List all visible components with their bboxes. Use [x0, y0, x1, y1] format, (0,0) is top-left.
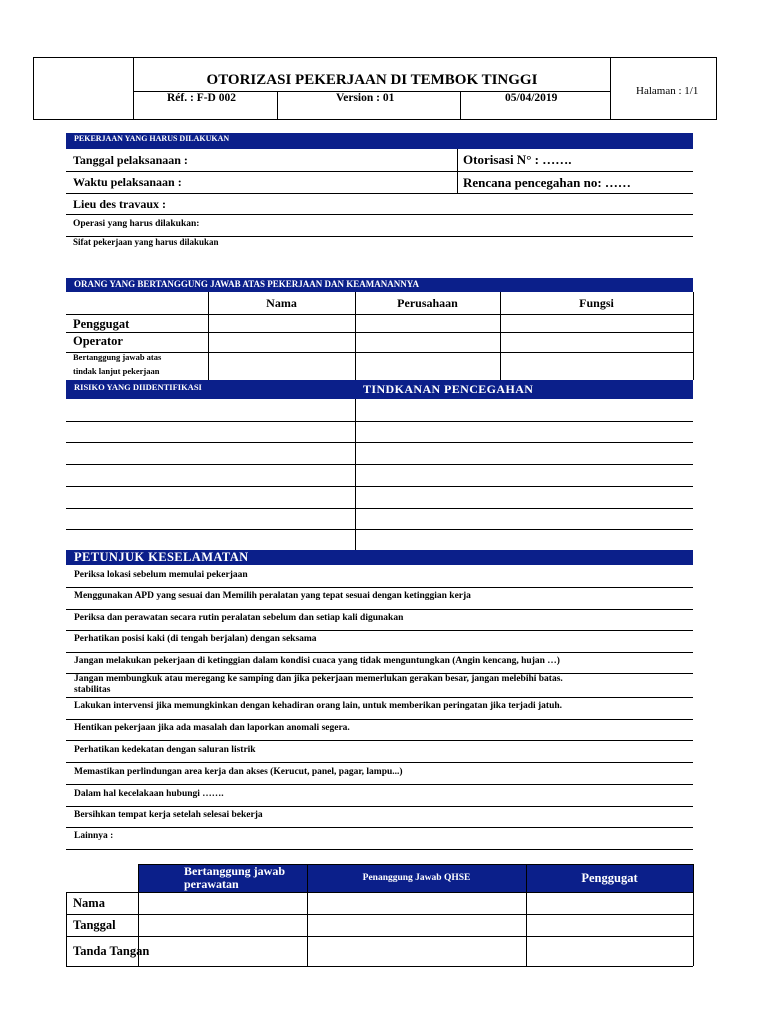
safety-section-title: PETUNJUK KESELAMATAN [66, 550, 693, 565]
work-nature-label: Sifat pekerjaan yang harus dilakukan [73, 237, 219, 247]
safety-instruction-item: Dalam hal kecelakaan hubungi ……. [74, 789, 224, 799]
row-label-plaintiff: Penggugat [73, 317, 130, 331]
safety-instruction-item: Periksa dan perawatan secara rutin peralatan sebelum dan setiap kali digunakan [74, 613, 404, 623]
responsible-section-title: ORANG YANG BERTANGGUNG JAWAB ATAS PEKERJAAN DAN KEAMANANNYA [66, 278, 693, 292]
safety-instruction-item: Lainnya : [74, 831, 114, 841]
version-number: Version : 01 [336, 92, 395, 104]
safety-instruction-item: Lakukan intervensi jika memungkinkan dengan kehadiran orang lain, untuk memberikan peringatan jika terjadi jatuh. [74, 701, 563, 711]
safety-instruction-item: Memastikan perlindungan area kerja dan akses (Kerucut, panel, pagar, lampu...) [74, 767, 403, 777]
operation-label: Operasi yang harus dilakukan: [73, 219, 200, 229]
row-label-followup-line1: Bertanggung jawab atas [73, 352, 162, 362]
row-label-operator: Operator [73, 334, 123, 348]
safety-instruction-item: Hentikan pekerjaan jika ada masalah dan laporkan anomali segera. [74, 723, 350, 733]
document-title: OTORIZASI PEKERJAAN DI TEMBOK TINGGI [206, 72, 538, 88]
work-section-title: PEKERJAAN YANG HARUS DILAKUKAN [66, 133, 693, 149]
safety-instruction-item: Jangan membungkuk atau meregang ke samping dan jika pekerjaan memerlukan gerakan besar, jangan melebihi batas. [74, 674, 563, 684]
signature-name-plaintiff-field[interactable] [527, 893, 692, 913]
signature-header-maintenance-line2: perawatan [184, 877, 239, 891]
prevention-section-title: TINDKANAN PENCEGAHAN [355, 380, 693, 399]
signature-header-maintenance-line1: Bertanggung jawab [184, 864, 286, 878]
signature-header-qhse: Penanggung Jawab QHSE [307, 864, 526, 892]
signature-name-qhse-field[interactable] [308, 893, 525, 913]
work-place-label: Lieu des travaux : [73, 197, 166, 211]
signature-name-maintenance-field[interactable] [139, 893, 306, 913]
signature-row-date: Tanggal [73, 918, 116, 932]
page-number: Halaman : 1/1 [636, 85, 699, 97]
safety-instruction-item: Menggunakan APD yang sesuai dan Memilih peralatan yang tepat sesuai dengan ketinggian kerja [74, 591, 471, 601]
risk-section-title: RISIKO YANG DIIDENTIFIKASI [66, 380, 356, 399]
authorization-number-label: Otorisasi N° : ……. [463, 152, 572, 167]
document-date: 05/04/2019 [505, 92, 558, 104]
safety-instruction-item-continuation: stabilitas [74, 685, 111, 695]
safety-instruction-item: Perhatikan kedekatan dengan saluran listrik [74, 745, 256, 755]
safety-instruction-item: Jangan melakukan pekerjaan di ketinggian dalam kondisi cuaca yang tidak menguntungkan (Angin kencang, hujan …) [74, 656, 560, 666]
signature-header-plaintiff: Penggugat [526, 864, 693, 892]
safety-instruction-item: Perhatikan posisi kaki (di tengah berjalan) dengan seksama [74, 634, 317, 644]
execution-date-label: Tanggal pelaksanaan : [73, 153, 188, 167]
signature-row-signature: Tanda Tangan [73, 944, 150, 958]
safety-instruction-item: Bersihkan tempat kerja setelah selesai bekerja [74, 810, 263, 820]
prevention-plan-label: Rencana pencegahan no: …… [463, 175, 631, 190]
row-label-followup-line2: tindak lanjut pekerjaan [73, 366, 160, 376]
safety-instruction-item: Periksa lokasi sebelum memulai pekerjaan [74, 570, 248, 580]
column-header-function: Fungsi [579, 296, 614, 310]
column-header-company: Perusahaan [397, 296, 458, 310]
column-header-name: Nama [266, 296, 297, 310]
reference-number: Réf. : F-D 002 [167, 92, 236, 104]
signature-row-name: Nama [73, 896, 105, 910]
execution-time-label: Waktu pelaksanaan : [73, 175, 182, 189]
signature-header-maintenance [138, 864, 307, 892]
